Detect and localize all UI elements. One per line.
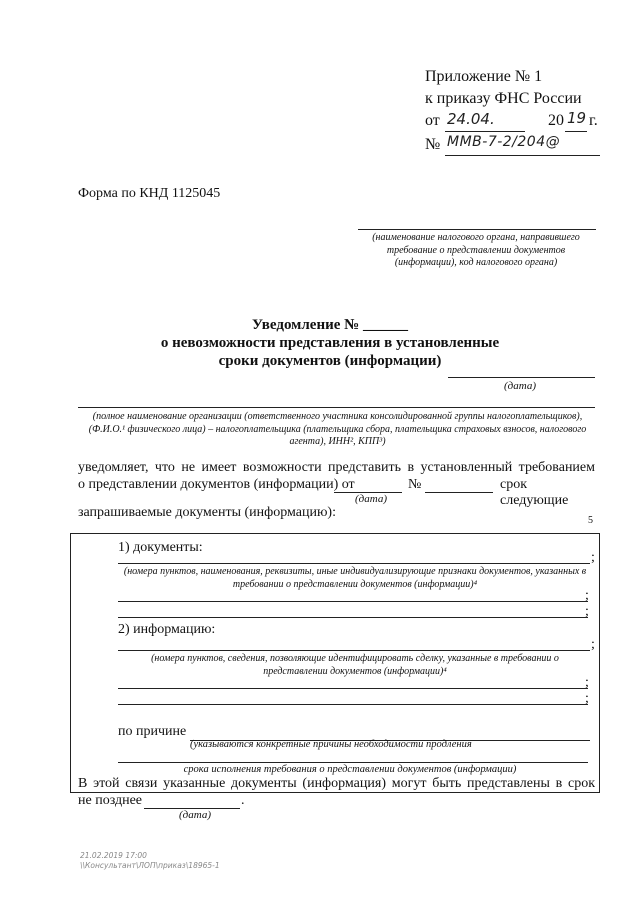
year-prefix: 20 [548,112,564,129]
year-suffix: г. [589,112,598,129]
number-prefix: № [425,136,441,153]
footnote-mark: 5 [588,515,593,526]
conclusion-dot: . [241,793,245,808]
title-line-2: о невозможности представления в установленные [160,335,500,351]
order-line: к приказу ФНС России [425,90,582,107]
deadline-caption: срока исполнения требования о представлении документов (информации) [183,764,517,775]
tax-authority-caption: (наименование налогового органа, направившего требование о представлении документов (информации), код налогового органа) [372,232,580,268]
stamp-line-2: \\Консультант\ЛОП\приказ\18965-1 [80,861,220,870]
handwritten-year: 19 [567,109,587,127]
notice-date-line [448,377,595,378]
documents-caption: (номера пунктов, наименования, реквизиты, иные индивидуализирующие признаки документов, указанных в требовании о представлении документов (информации)⁴ [123,566,587,590]
title-line-3: сроки документов (информации) [218,353,442,369]
semicolon: ; [591,550,595,565]
date-prefix: от [425,112,440,129]
request-number-line [425,492,493,493]
order-number-row [425,136,605,158]
form-code: Форма по КНД 1125045 [78,186,221,201]
info-label: 2) информацию: [118,622,216,637]
request-date-caption: (дата) [355,493,387,505]
taxpayer-line [78,407,595,408]
semicolon: ; [591,637,595,652]
handwritten-number: ММВ-7-2/204@ [447,134,561,150]
tax-authority-line [358,229,596,230]
stamp-line-1: 21.02.2019 17:00 [80,851,147,860]
semicolon: ; [585,691,589,706]
body-line-2-a: о представлении документов (информации) от [78,477,355,492]
body-line-1: уведомляет, что не имеет возможности представить в установленный требованием [78,460,595,475]
conclusion-date-caption: (дата) [179,809,211,821]
conclusion-line-2 [78,793,378,827]
reason-caption: (указываются конкретные причины необходимости продления [190,739,472,750]
reason-label: по причине [118,724,187,739]
conclusion-label: не позднее [78,793,143,808]
notice-date-caption: (дата) [504,380,536,392]
appendix-line: Приложение № 1 [425,68,543,85]
body-line-3: запрашиваемые документы (информацию): [78,505,336,520]
info-caption: (номера пунктов, сведения, позволяющие идентифицировать сделку, указанные в требовании о представлении документов (информации)⁴ [151,653,559,677]
conclusion-line-1: В этой связи указанные документы (информация) могут быть представлены в срок [78,776,595,791]
title-line-1: Уведомление № ______ [252,317,408,333]
handwritten-date: 24.04. [447,110,495,128]
documents-label: 1) документы: [118,540,203,555]
semicolon: ; [585,588,589,603]
taxpayer-caption: (полное наименование организации (ответственного участника консолидированной группы налогоплательщиков), (Ф.И.О.¹ физического лица) – налогоплательщика (плательщика сбора, плательщика страховых взносов, налогового агента), ИНН², КПП³) [88,411,587,447]
body-line-2-b: № [408,477,422,492]
file-stamp [80,851,220,871]
semicolon: ; [585,604,589,619]
body-line-2-c: срок следующие [500,477,569,508]
notice-title [130,316,530,370]
semicolon: ; [585,675,589,690]
order-date-row [425,109,605,134]
